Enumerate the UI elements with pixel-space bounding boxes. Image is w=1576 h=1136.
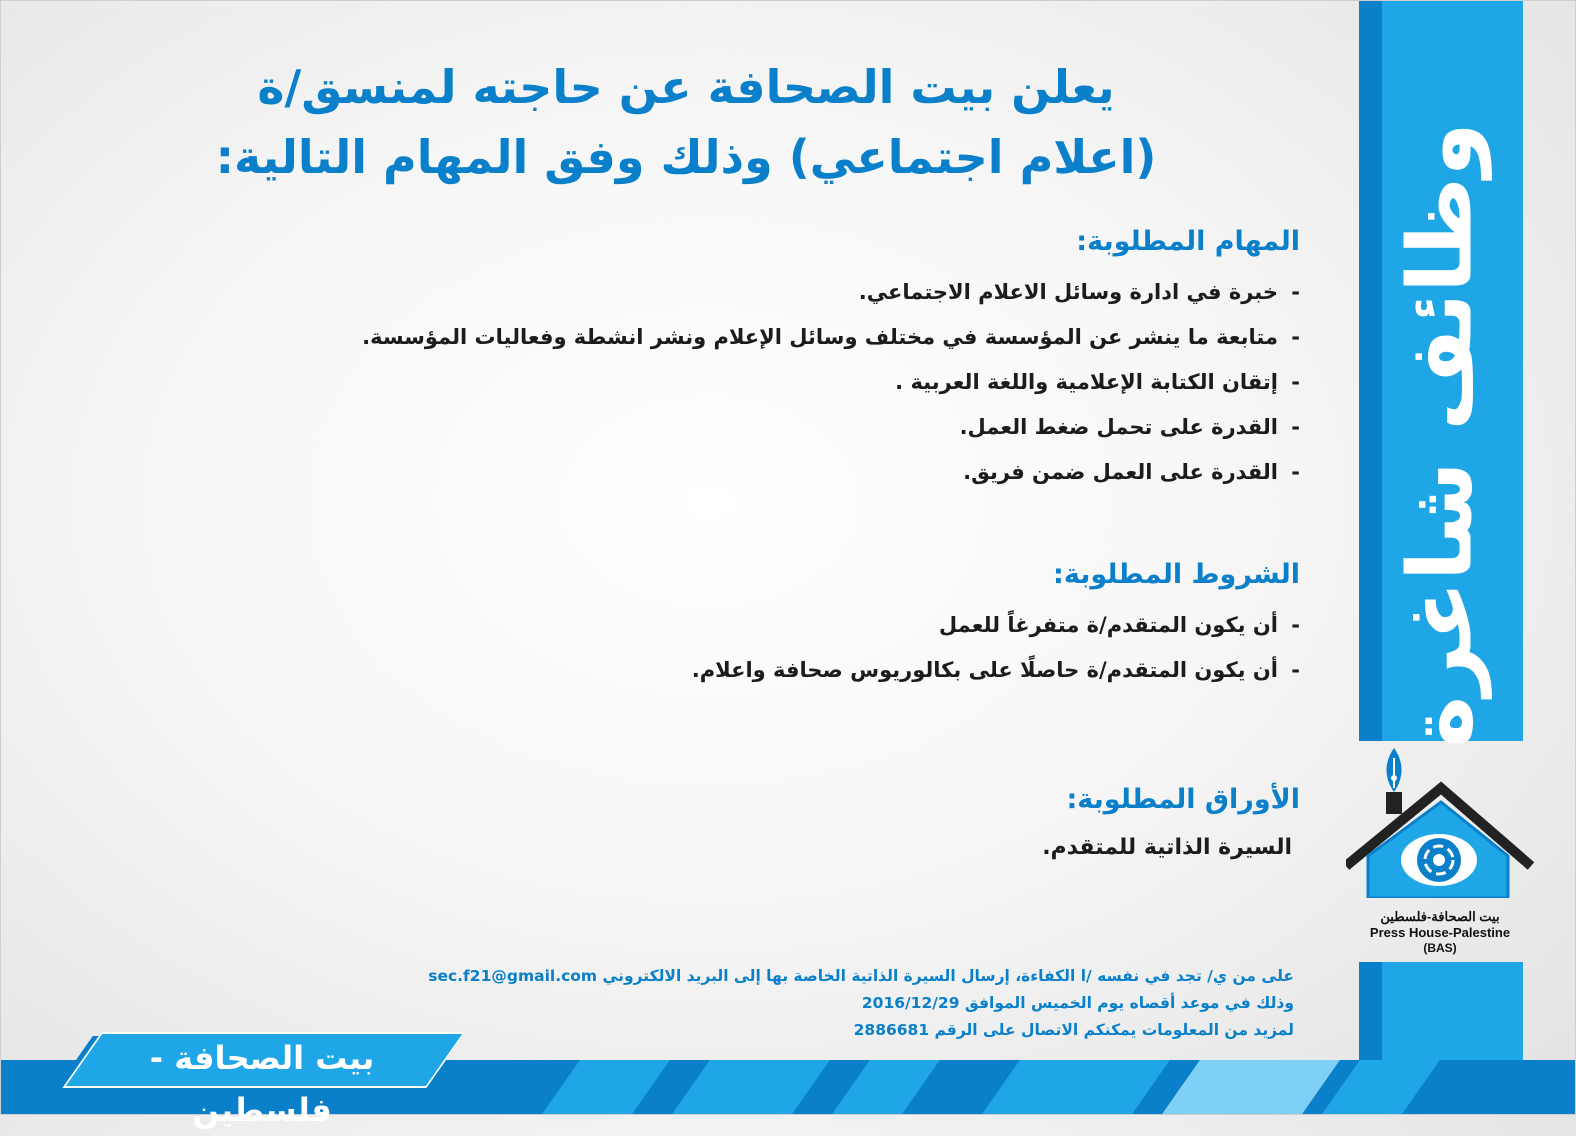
pen-nib-icon: [1386, 748, 1402, 814]
band-stripe: [542, 1060, 670, 1114]
notes-line-3: لمزيد من المعلومات يمكنكم الاتصال على الرقم 2886681: [853, 1021, 1294, 1039]
camera-eye-icon: [1401, 834, 1477, 886]
band-stripe: [982, 1060, 1170, 1114]
papers-section: [200, 780, 1300, 868]
org-badge-text: بيت الصحافة - فلسطين: [149, 1039, 375, 1129]
notes-line-2: وذلك في موعد أقصاه يوم الخميس الموافق 2016/12/29: [861, 994, 1294, 1012]
conditions-heading: الشروط المطلوبة:: [1053, 559, 1300, 590]
headline-line-1: يعلن بيت الصحافة عن حاجته لمنسق/ة: [257, 60, 1115, 114]
band-stripe: [1322, 1060, 1440, 1114]
logo-caption: [1350, 908, 1530, 956]
list-item: - القدرة على العمل ضمن فريق.: [200, 450, 1300, 495]
side-strip-bottom-highlight: [1382, 962, 1523, 1060]
tasks-section: [200, 222, 1300, 495]
papers-item: السيرة الذاتية للمتقدم.: [1042, 835, 1292, 860]
logo-name-ar: بيت الصحافة-فلسطين: [1380, 909, 1500, 924]
tasks-heading: المهام المطلوبة:: [1076, 226, 1300, 257]
tasks-list: [200, 270, 1300, 495]
headline-line-2: (اعلام اجتماعي) وذلك وفق المهام التالية:: [215, 130, 1157, 184]
list-item: - أن يكون المتقدم/ة متفرغاً للعمل: [200, 603, 1300, 648]
list-item: - متابعة ما ينشر عن المؤسسة في مختلف وسائل الإعلام ونشر انشطة وفعاليات المؤسسة.: [200, 315, 1300, 360]
application-notes: [334, 963, 1294, 1044]
side-banner-title-text: وظائف شاغرة: [1388, 122, 1492, 748]
band-stripe: [672, 1060, 830, 1114]
conditions-section: [200, 555, 1300, 693]
notes-line-1: على من ي/ تجد في نفسه /ا الكفاءة، إرسال السيرة الذاتية الخاصة بها إلى البريد الالكتروني sec.f21@gmail.com: [428, 967, 1294, 985]
list-item: - خبرة في ادارة وسائل الاعلام الاجتماعي.: [200, 270, 1300, 315]
list-item: - القدرة على تحمل ضغط العمل.: [200, 405, 1300, 450]
band-stripe: [1162, 1060, 1340, 1114]
list-item: - أن يكون المتقدم/ة حاصلًا على بكالوريوس صحافة واعلام.: [200, 648, 1300, 693]
headline: [186, 52, 1186, 192]
conditions-list: [200, 603, 1300, 693]
band-stripe: [832, 1060, 940, 1114]
list-item: - إتقان الكتابة الإعلامية واللغة العربية .: [200, 360, 1300, 405]
papers-heading: الأوراق المطلوبة:: [1066, 784, 1300, 815]
press-house-logo: [1346, 748, 1536, 898]
logo-abbr: (BAS): [1423, 941, 1457, 955]
logo-name-en: Press House-Palestine: [1369, 925, 1511, 940]
